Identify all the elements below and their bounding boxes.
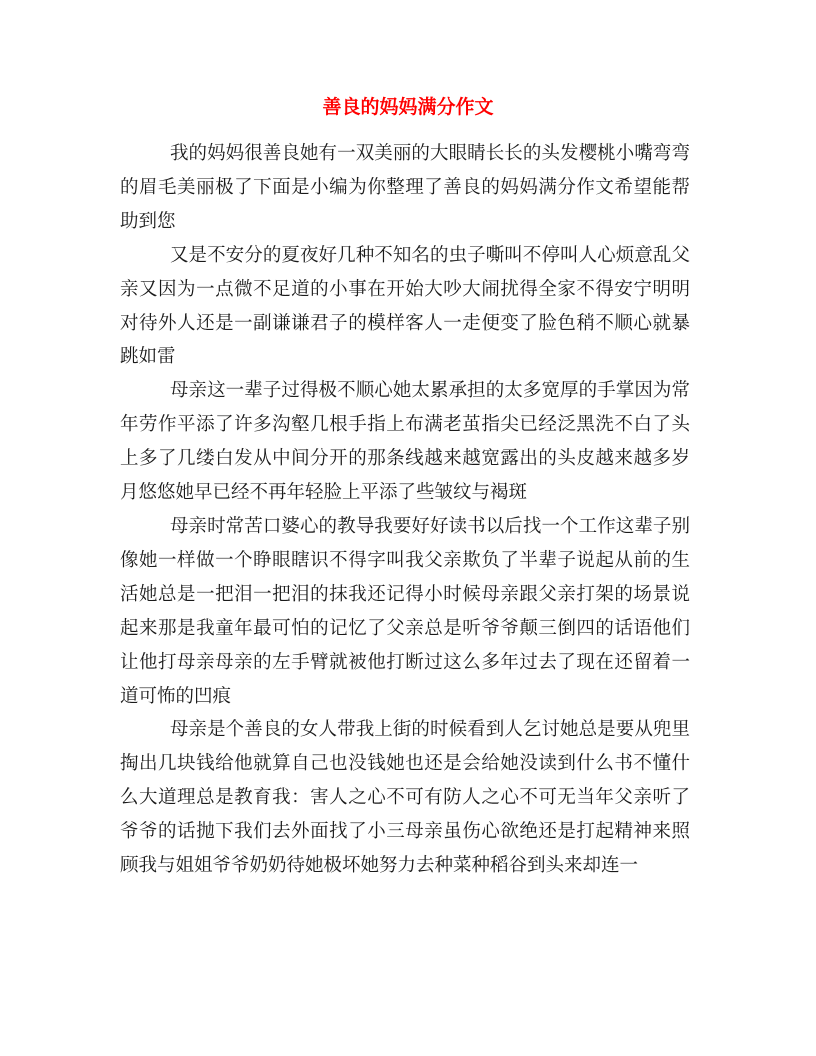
paragraph: 又是不安分的夏夜好几种不知名的虫子嘶叫不停叫人心烦意乱父亲又因为一点微不足道的小事在开始大吵大闹扰得全家不得安宁明明对待外人还是一副谦谦君子的模样客人一走便变了脸色稍不顺心就暴跳如雷 [120,244,690,368]
document-body [120,137,690,883]
paragraph: 我的妈妈很善良她有一双美丽的大眼睛长长的头发樱桃小嘴弯弯的眉毛美丽极了下面是小编为你整理了善良的妈妈满分作文希望能帮助到您 [120,143,690,232]
paragraph: 母亲时常苦口婆心的教导我要好好读书以后找一个工作这辈子别像她一样做一个睁眼瞎识不得字叫我父亲欺负了半辈子说起从前的生活她总是一把泪一把泪的抹我还记得小时候母亲跟父亲打架的场景说起来那是我童年最可怕的记忆了父亲总是听爷爷颠三倒四的话语他们让他打母亲母亲的左手臂就被他打断过这么多年过去了现在还留着一道可怖的凹痕 [120,515,690,707]
paragraph: 母亲是个善良的女人带我上街的时候看到人乞讨她总是要从兜里掏出几块钱给他就算自己也没钱她也还是会给她没读到什么书不懂什么大道理总是教育我：害人之心不可有防人之心不可无当年父亲听了爷爷的话抛下我们去外面找了小三母亲虽伤心欲绝还是打起精神来照顾我与姐姐爷爷奶奶待她极坏她努力去种菜种稻谷到头来却连一 [120,719,690,877]
document-title: 善良的妈妈满分作文 [322,96,494,118]
paragraph: 母亲这一辈子过得极不顺心她太累承担的太多宽厚的手掌因为常年劳作平添了许多沟壑几根手指上布满老茧指尖已经泛黑洗不白了头上多了几缕白发从中间分开的那条线越来越宽露出的头皮越来越多岁月悠悠她早已经不再年轻脸上平添了些皱纹与褐斑 [120,380,690,504]
